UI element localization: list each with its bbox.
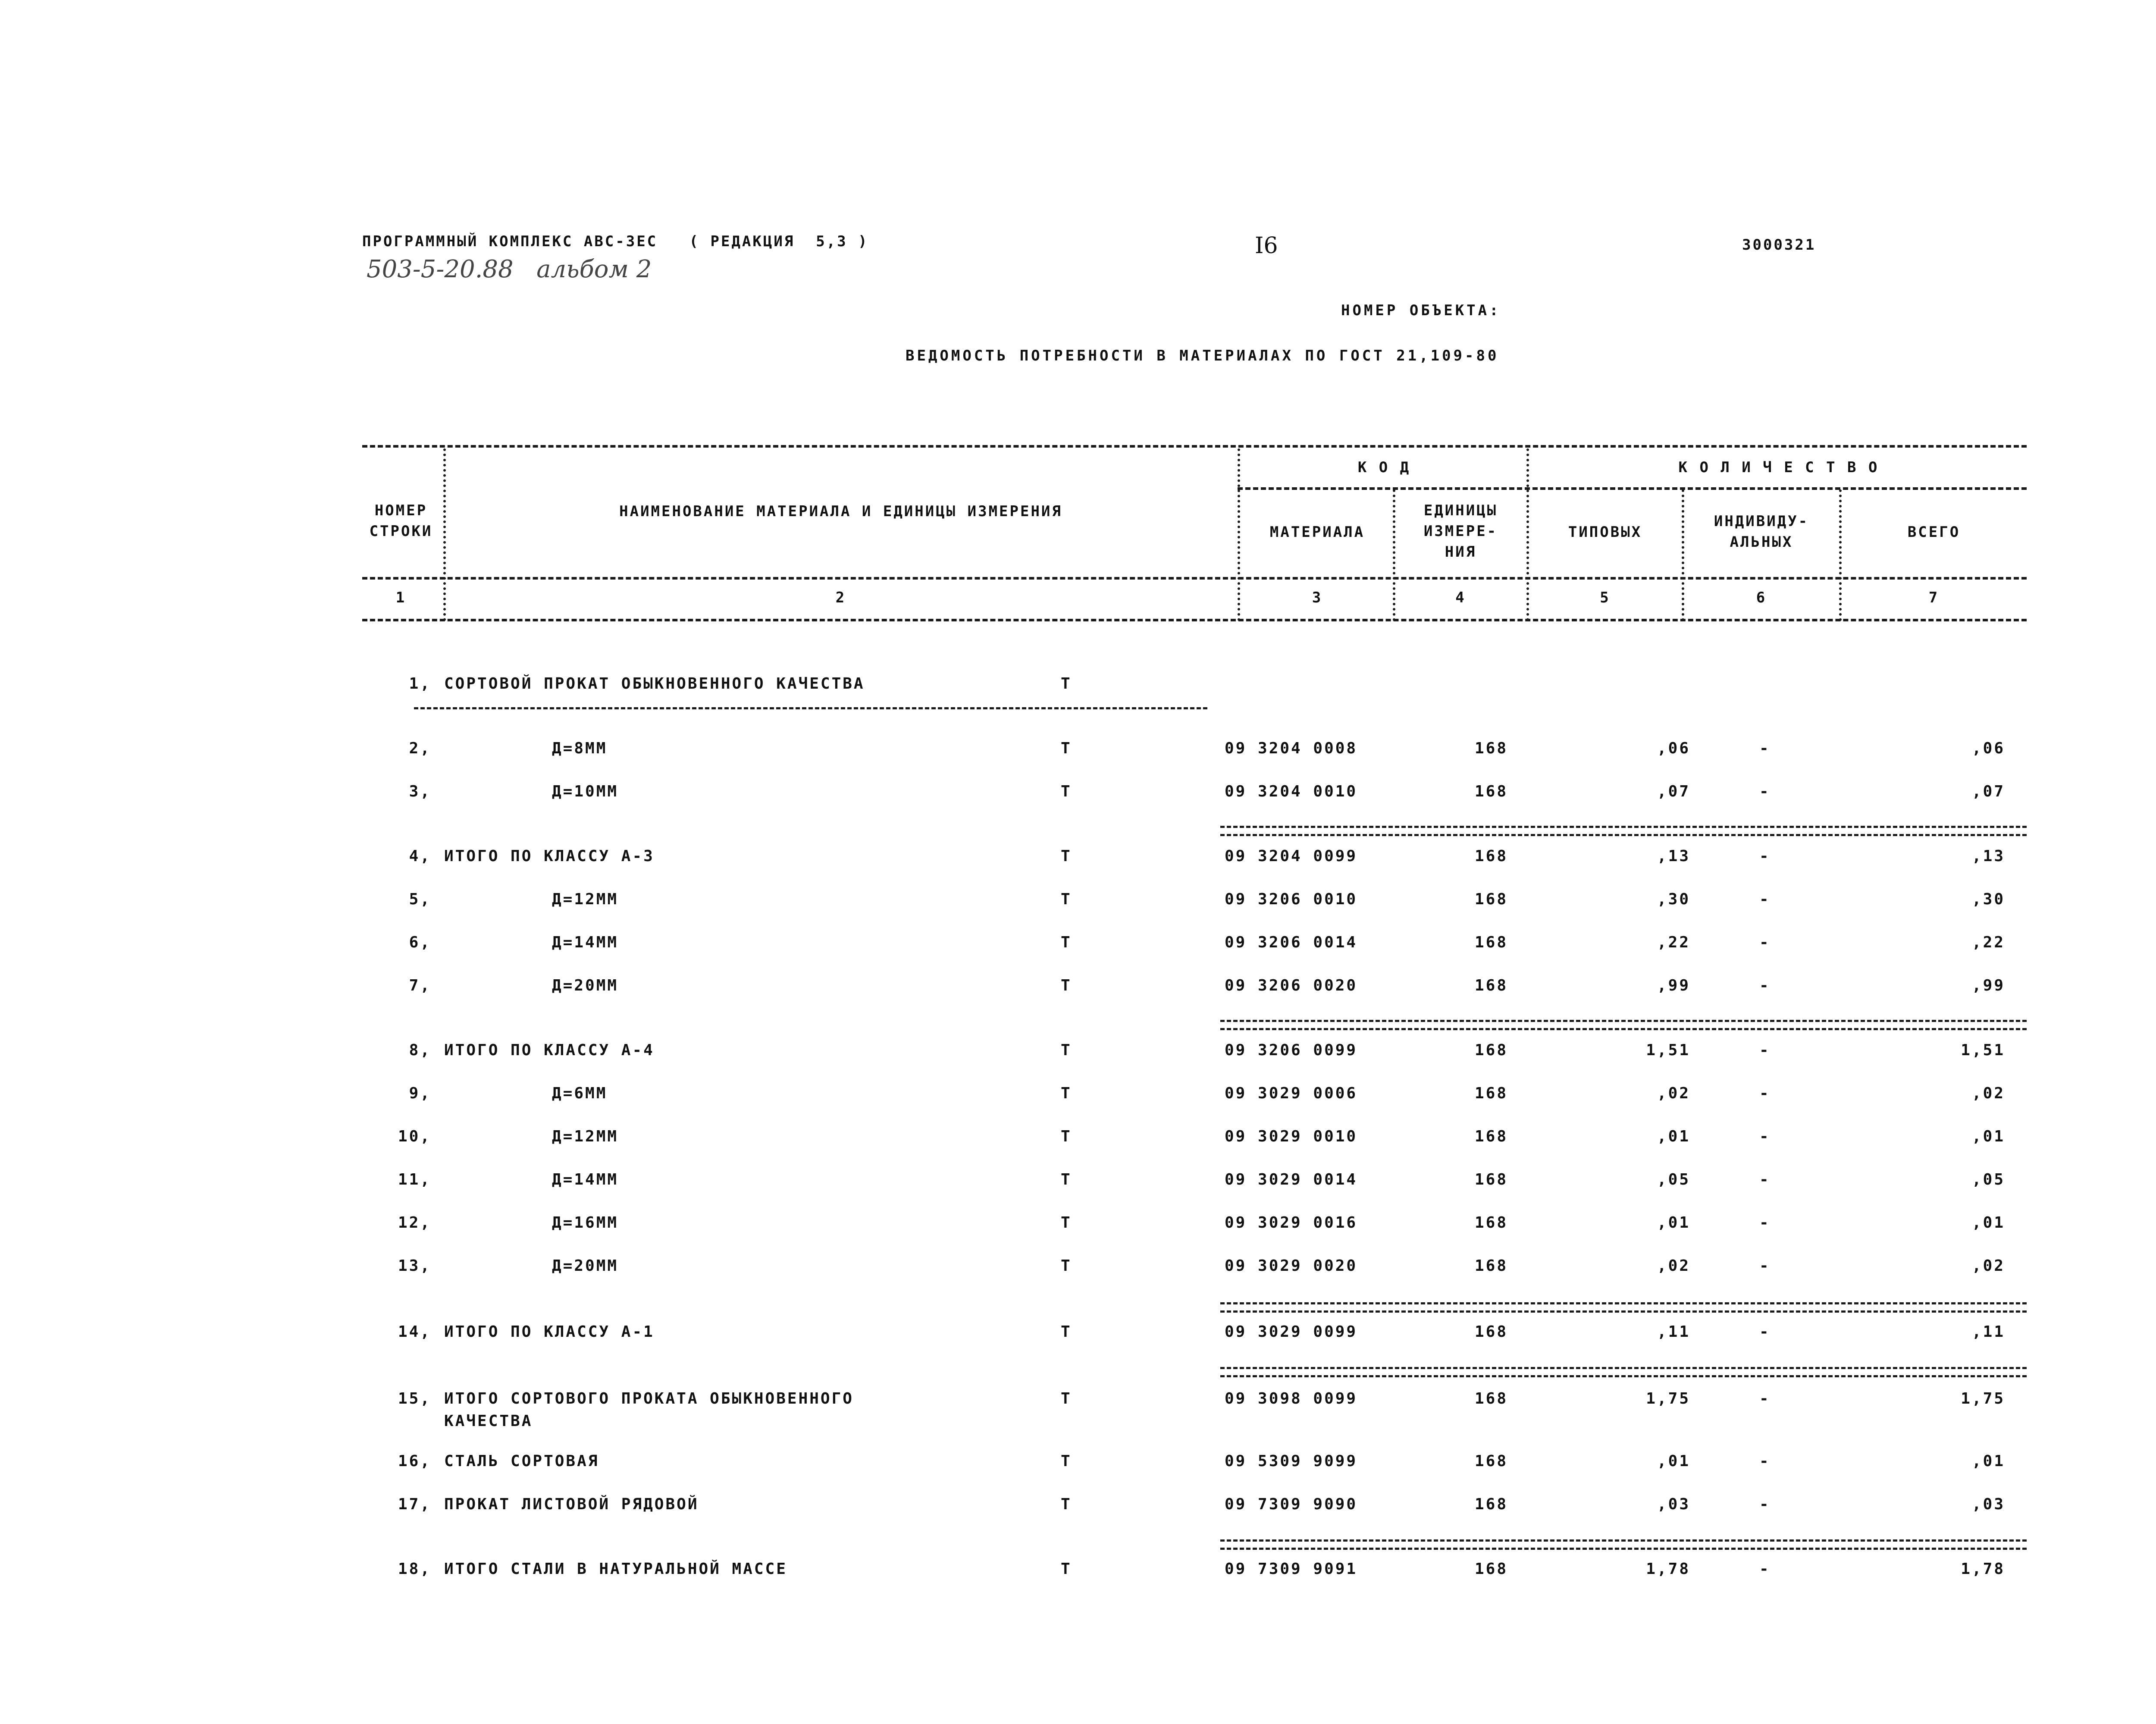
row-typical: ,02 — [1657, 1257, 1690, 1275]
row-typical: ,01 — [1657, 1452, 1690, 1470]
row-typical: ,99 — [1657, 977, 1690, 994]
row-material-code: 09 3204 0010 — [1225, 783, 1358, 800]
row-individual: - — [1759, 1323, 1771, 1341]
row-material-code: 09 3206 0014 — [1225, 934, 1358, 951]
table-row — [0, 977, 2156, 1003]
row-typical: ,13 — [1657, 847, 1690, 865]
row-name: ИТОГО ПО КЛАССУ А-4 — [444, 1041, 655, 1059]
row-individual: - — [1759, 1452, 1771, 1470]
row-material-code: 09 7309 9090 — [1225, 1495, 1358, 1513]
row-individual: - — [1759, 1085, 1771, 1102]
row-unit: Т — [1061, 1214, 1072, 1232]
th-quantity-group: К О Л И Ч Е С Т В О — [1678, 459, 1879, 476]
row-total: ,01 — [1971, 1128, 2005, 1145]
row-total: ,02 — [1971, 1085, 2005, 1102]
row-typical: ,03 — [1657, 1495, 1690, 1513]
subtotal-separator — [1220, 1302, 2027, 1313]
table-row — [0, 1323, 2156, 1349]
row-typical: 1,78 — [1646, 1560, 1690, 1578]
page-number: I6 — [1255, 233, 1278, 259]
subtotal-separator — [1220, 1020, 2027, 1030]
row-unit-code: 168 — [1475, 1128, 1508, 1145]
th-unit: ЕДИНИЦЫ ИЗМЕРЕ- НИЯ — [1423, 502, 1498, 561]
row-number: 1, — [409, 675, 431, 693]
row-unit-code: 168 — [1475, 1495, 1508, 1513]
th-name: НАИМЕНОВАНИЕ МАТЕРИАЛА И ЕДИНИЦЫ ИЗМЕРЕНИЯ — [619, 503, 1062, 520]
row-total: ,06 — [1971, 740, 2005, 757]
table-row — [0, 890, 2156, 916]
table-row — [0, 1560, 2156, 1586]
document-code: 3000321 — [1742, 236, 1816, 254]
table-row — [0, 1388, 2156, 1435]
row-typical: ,30 — [1657, 890, 1690, 908]
row-name: СОРТОВОЙ ПРОКАТ ОБЫКНОВЕННОГО КАЧЕСТВА — [444, 675, 865, 693]
row-name: Д=20ММ — [552, 1257, 619, 1275]
row-number: 9, — [409, 1085, 431, 1102]
row-unit: Т — [1061, 740, 1072, 757]
row-individual: - — [1759, 847, 1771, 865]
row-typical: ,02 — [1657, 1085, 1690, 1102]
statement-title: ВЕДОМОСТЬ ПОТРЕБНОСТИ В МАТЕРИАЛАХ ПО ГОСТ 21,109-80 — [906, 347, 1499, 364]
row-name: Д=8ММ — [552, 740, 608, 757]
row-total: ,07 — [1971, 783, 2005, 800]
row-typical: 1,75 — [1646, 1390, 1690, 1407]
th-total: ВСЕГО — [1907, 523, 1961, 541]
colnum-4: 4 — [1455, 589, 1466, 606]
th-code-group: К О Д — [1357, 459, 1411, 476]
header-bottom-rule — [362, 577, 2027, 580]
col-sep-2 — [1238, 448, 1240, 621]
section-underline — [414, 707, 1207, 709]
row-total: ,30 — [1971, 890, 2005, 908]
row-name: ИТОГО ПО КЛАССУ А-1 — [444, 1323, 655, 1341]
row-unit-code: 168 — [1475, 1257, 1508, 1275]
row-individual: - — [1759, 740, 1771, 757]
row-unit: Т — [1061, 1257, 1072, 1275]
row-unit-code: 168 — [1475, 1323, 1508, 1341]
header-top-rule — [362, 445, 2027, 448]
row-typical: ,01 — [1657, 1214, 1690, 1232]
row-number: 6, — [409, 934, 431, 951]
row-material-code: 09 3206 0099 — [1225, 1041, 1358, 1059]
colnum-6: 6 — [1756, 589, 1767, 606]
row-typical: ,22 — [1657, 934, 1690, 951]
row-individual: - — [1759, 1128, 1771, 1145]
row-individual: - — [1759, 783, 1771, 800]
row-number: 5, — [409, 890, 431, 908]
table-row — [0, 1214, 2156, 1240]
table-row — [0, 847, 2156, 873]
row-individual: - — [1759, 1041, 1771, 1059]
row-unit: Т — [1061, 1085, 1072, 1102]
row-typical: ,01 — [1657, 1128, 1690, 1145]
row-unit: Т — [1061, 847, 1072, 865]
row-material-code: 09 3206 0020 — [1225, 977, 1358, 994]
row-unit-code: 168 — [1475, 1452, 1508, 1470]
table-row — [0, 934, 2156, 959]
row-unit-code: 168 — [1475, 1560, 1508, 1578]
row-individual: - — [1759, 1495, 1771, 1513]
row-unit: Т — [1061, 1452, 1072, 1470]
row-total: 1,51 — [1961, 1041, 2005, 1059]
table-row — [0, 783, 2156, 809]
row-material-code: 09 3029 0006 — [1225, 1085, 1358, 1102]
row-material-code: 09 3206 0010 — [1225, 890, 1358, 908]
row-total: ,11 — [1971, 1323, 2005, 1341]
row-unit-code: 168 — [1475, 977, 1508, 994]
row-name: Д=10ММ — [552, 783, 619, 800]
row-total: ,01 — [1971, 1214, 2005, 1232]
row-total: ,03 — [1971, 1495, 2005, 1513]
table-row — [0, 1041, 2156, 1067]
table-row — [0, 1085, 2156, 1110]
table-row — [0, 1257, 2156, 1283]
colnum-3: 3 — [1312, 589, 1323, 606]
row-total: ,99 — [1971, 977, 2005, 994]
row-individual: - — [1759, 1560, 1771, 1578]
table-row — [0, 1452, 2156, 1478]
row-material-code: 09 3029 0016 — [1225, 1214, 1358, 1232]
table-row — [0, 1171, 2156, 1197]
subtotal-separator — [1220, 826, 2027, 836]
row-unit-code: 168 — [1475, 1390, 1508, 1407]
row-individual: - — [1759, 1390, 1771, 1407]
row-unit: Т — [1061, 1128, 1072, 1145]
row-name: СТАЛЬ СОРТОВАЯ — [444, 1452, 599, 1470]
row-total: ,05 — [1971, 1171, 2005, 1188]
row-unit: Т — [1061, 1560, 1072, 1578]
row-typical: ,11 — [1657, 1323, 1690, 1341]
row-typical: ,06 — [1657, 740, 1690, 757]
row-name: ПРОКАТ ЛИСТОВОЙ РЯДОВОЙ — [444, 1495, 699, 1513]
row-total: ,02 — [1971, 1257, 2005, 1275]
row-unit-code: 168 — [1475, 847, 1508, 865]
program-header: ПРОГРАММНЫЙ КОМПЛЕКС АВС-3ЕС ( РЕДАКЦИЯ 5,3 ) — [362, 233, 869, 250]
subtotal-separator — [1220, 1539, 2027, 1550]
row-number: 13, — [398, 1257, 431, 1275]
row-unit-code: 168 — [1475, 1171, 1508, 1188]
row-unit: Т — [1061, 675, 1072, 693]
row-name: Д=16ММ — [552, 1214, 619, 1232]
row-name: ИТОГО ПО КЛАССУ А-3 — [444, 847, 655, 865]
header-mid-rule — [1238, 487, 2027, 490]
row-individual: - — [1759, 934, 1771, 951]
row-material-code: 09 7309 9091 — [1225, 1560, 1358, 1578]
row-total: ,22 — [1971, 934, 2005, 951]
row-number: 8, — [409, 1041, 431, 1059]
row-individual: - — [1759, 1214, 1771, 1232]
row-unit: Т — [1061, 890, 1072, 908]
colnum-bottom-rule — [362, 619, 2027, 621]
row-unit: Т — [1061, 1495, 1072, 1513]
row-total: 1,75 — [1961, 1390, 2005, 1407]
row-material-code: 09 3029 0099 — [1225, 1323, 1358, 1341]
row-unit-code: 168 — [1475, 1041, 1508, 1059]
row-number: 16, — [398, 1452, 431, 1470]
row-total: 1,78 — [1961, 1560, 2005, 1578]
row-individual: - — [1759, 890, 1771, 908]
table-row — [0, 740, 2156, 765]
row-number: 18, — [398, 1560, 431, 1578]
colnum-2: 2 — [835, 589, 846, 606]
handwritten-note: 503-5-20.88 альбом 2 — [367, 255, 652, 283]
th-material: МАТЕРИАЛА — [1269, 523, 1365, 541]
table-row — [0, 1128, 2156, 1154]
row-number: 11, — [398, 1171, 431, 1188]
row-typical: ,05 — [1657, 1171, 1690, 1188]
row-name: Д=12ММ — [552, 890, 619, 908]
th-row-number: НОМЕР СТРОКИ — [369, 502, 433, 540]
row-unit-code: 168 — [1475, 783, 1508, 800]
row-material-code: 09 3029 0010 — [1225, 1128, 1358, 1145]
row-number: 7, — [409, 977, 431, 994]
row-material-code: 09 3029 0014 — [1225, 1171, 1358, 1188]
table-row — [0, 675, 2156, 701]
colnum-5: 5 — [1600, 589, 1611, 606]
row-unit-code: 168 — [1475, 1214, 1508, 1232]
row-unit-code: 168 — [1475, 890, 1508, 908]
row-individual: - — [1759, 1171, 1771, 1188]
colnum-1: 1 — [395, 589, 407, 606]
row-name: Д=14ММ — [552, 1171, 619, 1188]
row-unit-code: 168 — [1475, 1085, 1508, 1102]
row-material-code: 09 3029 0020 — [1225, 1257, 1358, 1275]
object-number-label: НОМЕР ОБЪЕКТА: — [1341, 302, 1501, 319]
row-material-code: 09 5309 9099 — [1225, 1452, 1358, 1470]
row-individual: - — [1759, 977, 1771, 994]
row-number: 3, — [409, 783, 431, 800]
row-name: Д=12ММ — [552, 1128, 619, 1145]
row-number: 4, — [409, 847, 431, 865]
row-total: ,13 — [1971, 847, 2005, 865]
row-name: Д=20ММ — [552, 977, 619, 994]
row-material-code: 09 3204 0099 — [1225, 847, 1358, 865]
row-typical: ,07 — [1657, 783, 1690, 800]
row-unit: Т — [1061, 783, 1072, 800]
row-number: 2, — [409, 740, 431, 757]
th-individual: ИНДИВИДУ- АЛЬНЫХ — [1714, 513, 1809, 551]
row-unit: Т — [1061, 1390, 1072, 1407]
row-name: Д=14ММ — [552, 934, 619, 951]
th-typical: ТИПОВЫХ — [1568, 523, 1642, 541]
row-unit-code: 168 — [1475, 934, 1508, 951]
row-name: ИТОГО СОРТОВОГО ПРОКАТА ОБЫКНОВЕННОГО КАЧЕСТВА — [444, 1390, 854, 1430]
row-number: 12, — [398, 1214, 431, 1232]
row-number: 15, — [398, 1390, 431, 1407]
row-material-code: 09 3204 0008 — [1225, 740, 1358, 757]
row-unit-code: 168 — [1475, 740, 1508, 757]
row-unit: Т — [1061, 1323, 1072, 1341]
row-individual: - — [1759, 1257, 1771, 1275]
row-name: ИТОГО СТАЛИ В НАТУРАЛЬНОЙ МАССЕ — [444, 1560, 787, 1578]
row-unit: Т — [1061, 1041, 1072, 1059]
row-unit: Т — [1061, 977, 1072, 994]
row-number: 14, — [398, 1323, 431, 1341]
row-unit: Т — [1061, 1171, 1072, 1188]
row-total: ,01 — [1971, 1452, 2005, 1470]
row-material-code: 09 3098 0099 — [1225, 1390, 1358, 1407]
colnum-7: 7 — [1928, 589, 1940, 606]
row-number: 10, — [398, 1128, 431, 1145]
row-typical: 1,51 — [1646, 1041, 1690, 1059]
table-row — [0, 1495, 2156, 1521]
subtotal-separator — [1220, 1367, 2027, 1377]
row-name: Д=6ММ — [552, 1085, 608, 1102]
row-unit: Т — [1061, 934, 1072, 951]
row-number: 17, — [398, 1495, 431, 1513]
